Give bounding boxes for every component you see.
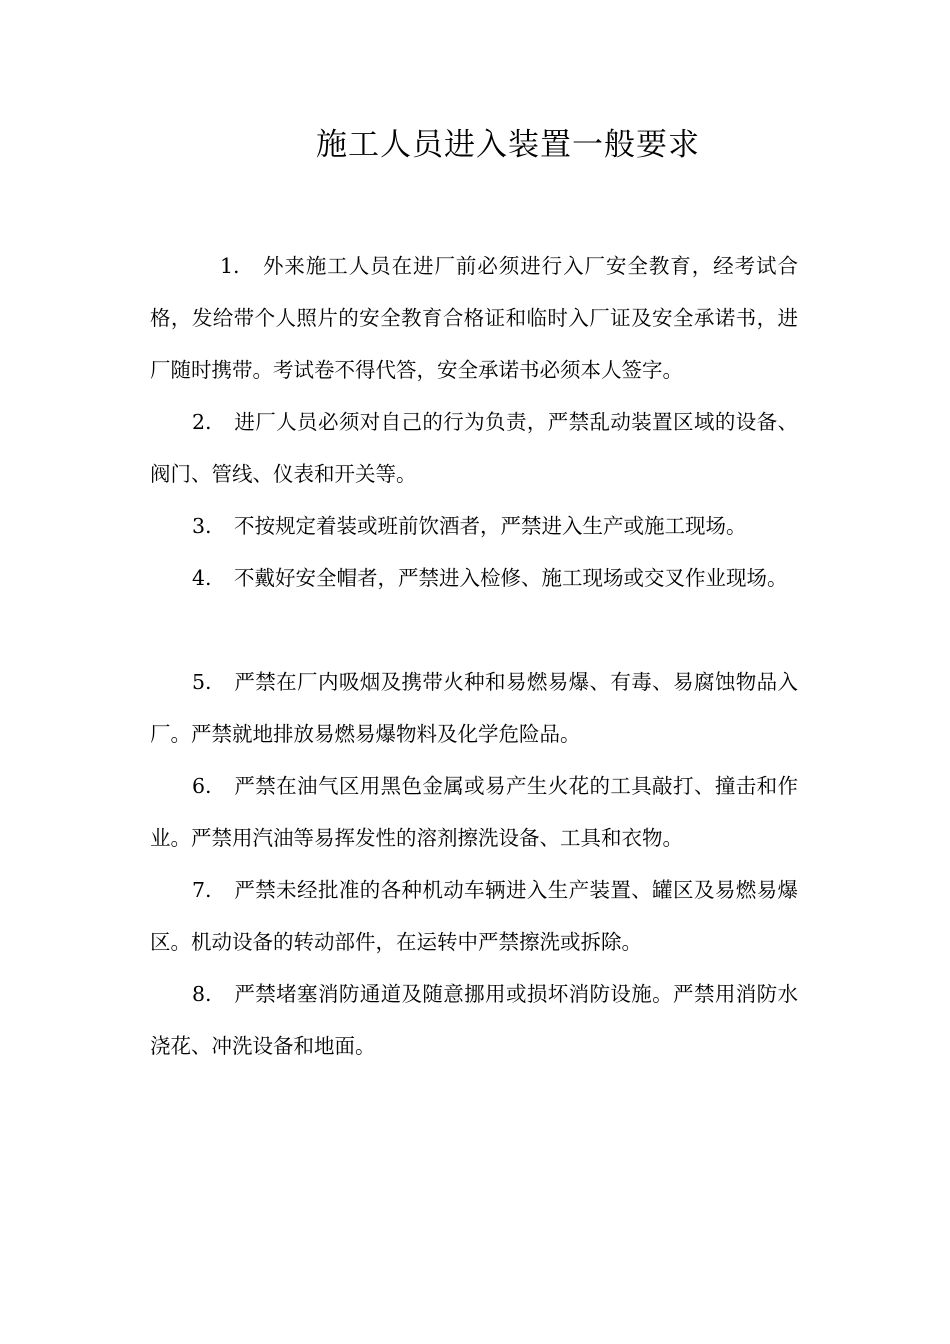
item-text: 不戴好安全帽者，严禁进入检修、施工现场或交叉作业现场。 — [234, 566, 788, 590]
item-number: 4. — [192, 566, 212, 590]
item-number: 7. — [192, 878, 212, 902]
item-number: 8. — [192, 982, 212, 1006]
item-text: 严禁在厂内吸烟及携带火种和易燃易爆、有毒、易腐蚀物品入厂。严禁就地排放易燃易爆物料及化学危险品。 — [150, 670, 798, 746]
document-title: 施工人员进入装置一般要求 — [316, 127, 700, 163]
document-body — [150, 240, 798, 1072]
paragraph-item-1 — [150, 240, 798, 396]
item-text: 外来施工人员在进厂前必须进行入厂安全教育，经考试合格，发给带个人照片的安全教育合格证和临时入厂证及安全承诺书，进厂随时携带。考试卷不得代答，安全承诺书必须本人签字。 — [150, 254, 798, 382]
paragraph-spacer — [150, 604, 798, 656]
item-number: 6. — [192, 774, 212, 798]
item-number: 5. — [192, 670, 212, 694]
paragraph-item-5 — [150, 656, 798, 760]
item-text: 不按规定着装或班前饮酒者，严禁进入生产或施工现场。 — [234, 514, 747, 538]
item-text: 进厂人员必须对自己的行为负责，严禁乱动装置区域的设备、阀门、管线、仪表和开关等。 — [150, 410, 798, 486]
paragraph-item-6 — [150, 760, 798, 864]
paragraph-item-8 — [150, 968, 798, 1072]
item-number: 1. — [220, 254, 240, 278]
item-text: 严禁未经批准的各种机动车辆进入生产装置、罐区及易燃易爆区。机动设备的转动部件，在运转中严禁擦洗或拆除。 — [150, 878, 798, 954]
paragraph-item-3 — [150, 500, 798, 552]
item-text: 严禁堵塞消防通道及随意挪用或损坏消防设施。严禁用消防水浇花、冲洗设备和地面。 — [150, 982, 798, 1058]
paragraph-item-4 — [150, 552, 798, 604]
paragraph-item-2 — [150, 396, 798, 500]
item-number: 2. — [192, 410, 212, 434]
item-number: 3. — [192, 514, 212, 538]
paragraph-item-7 — [150, 864, 798, 968]
item-text: 严禁在油气区用黑色金属或易产生火花的工具敲打、撞击和作业。严禁用汽油等易挥发性的溶剂擦洗设备、工具和衣物。 — [150, 774, 798, 850]
